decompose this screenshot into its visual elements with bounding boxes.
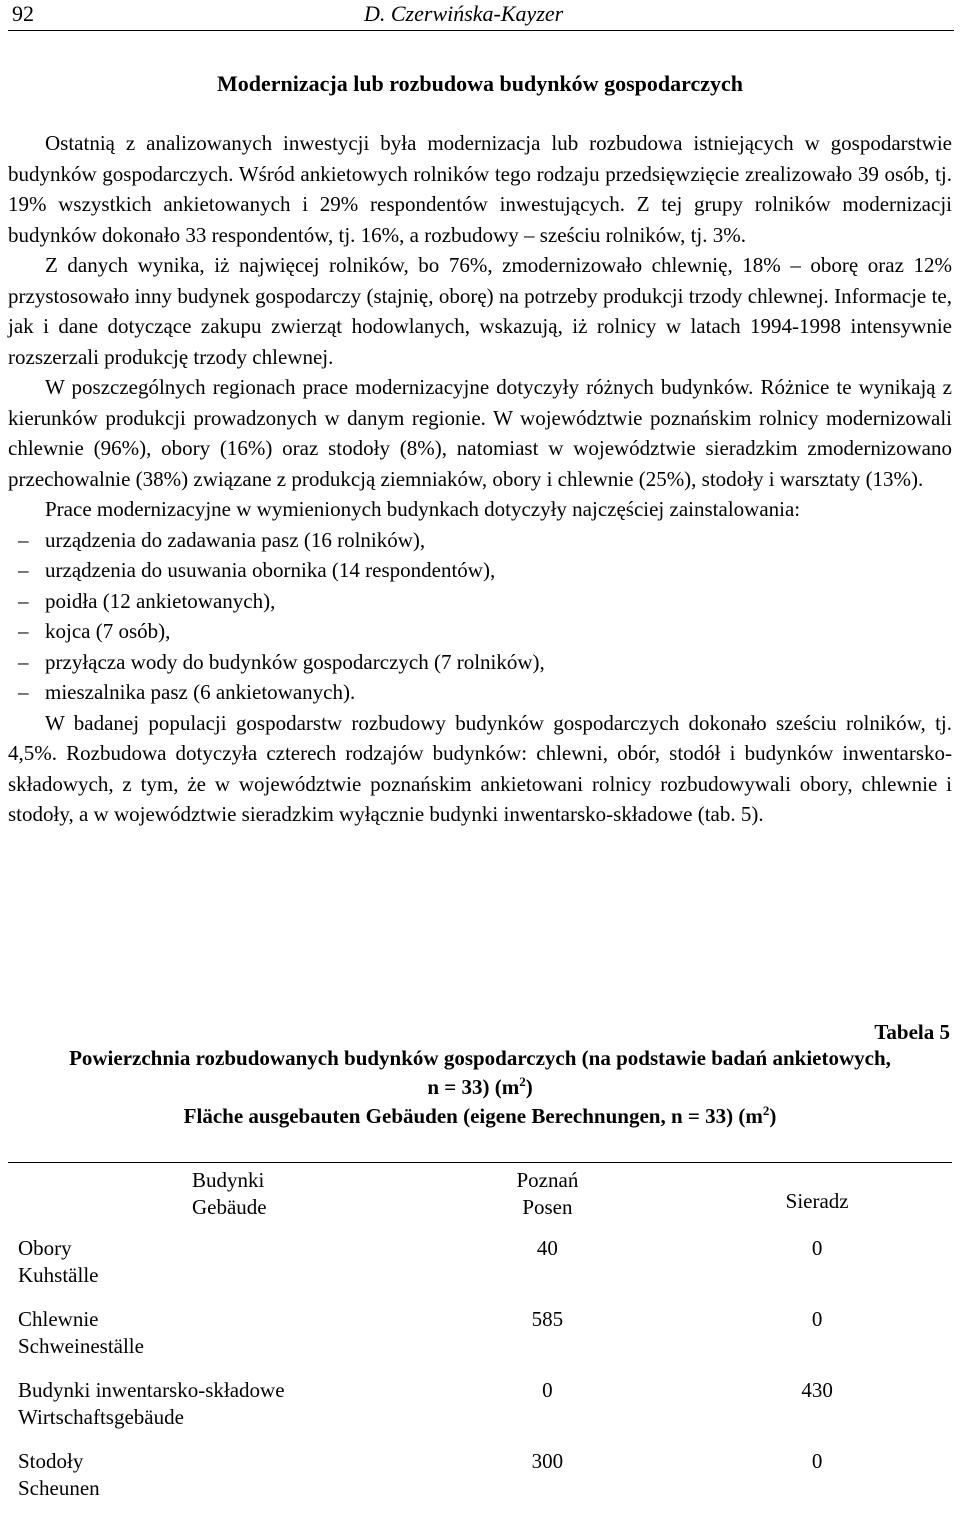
list-item-text: poidła (12 ankietowanych), [45, 588, 276, 613]
caption-polish-line1: Powierzchnia rozbudowanych budynków gospodarczych (na podstawie badań ankietowych, [69, 1046, 891, 1070]
table-number: Tabela 5 [874, 1020, 950, 1044]
list-item-text: kojca (7 osób), [45, 619, 171, 643]
list-item [8, 586, 952, 617]
list-item-text: urządzenia do zadawania pasz (16 rolników), [45, 527, 426, 552]
list-item [8, 616, 952, 647]
list-item [8, 525, 952, 556]
list-dash: – [18, 588, 29, 613]
list-dash: – [18, 619, 29, 643]
cell-poznan: 40 [536, 1236, 558, 1260]
page-number: 92 [12, 1, 34, 26]
paragraph: Ostatnią z analizowanych inwestycji była modernizacja lub rozbudowa istniejących w gospodarstwie budynków gospodarczych. Wśród ankietowych rolników tego rodzaju przedsięwzięcie zrealizowało 39 osób, tj. 19% wszystkich ankietowanych i 29% respondentów inwestujących. Z tej grupy rolników modernizacji budynków dokonało 33 respondentów, tj. 16%, a rozbudowy – sześciu rolników, tj. 3%. [8, 131, 952, 247]
row-label: Stodoły Scheunen [18, 1449, 100, 1500]
caption-polish-line2: n = 33) $(m^2)$ [427, 1074, 533, 1099]
cell-sieradz: 0 [811, 1236, 823, 1260]
row-label: Obory Kuhställe [18, 1236, 99, 1287]
list-item-text: przyłącza wody do budynków gospodarczych (7 rolników), [45, 649, 545, 674]
paragraph: Z danych wynika, iż najwięcej rolników, bo 76%, zmodernizowało chlewnię, 18% – oborę oraz 12% przystosowało inny budynek gospodarczy (stajnię, oborę) na potrzeby produkcji trzody chlewnej. Informacje te, jak i dane dotyczące zakupu zwierząt hodowlanych, wskazują, iż rolnicy w latach 1994-1998 intensywnie rozszerzali produkcję trzody chlewnej. [8, 253, 952, 369]
table-row [8, 1306, 952, 1377]
cell-poznan: 300 [531, 1449, 564, 1473]
table-row [8, 1377, 952, 1448]
list-item [8, 647, 952, 678]
page-header [8, 0, 954, 31]
table-row [8, 1235, 952, 1306]
list-item [8, 555, 952, 586]
list-dash: – [18, 558, 29, 582]
paragraph: W poszczególnych regionach prace modernizacyjne dotyczyły różnych budynków. Różnice te wynikają z kierunków produkcji prowadzonych w danym regionie. W województwie poznańskim rolnicy modernizowali chlewnie (96%), obory (16%) oraz stodoły (8%), natomiast w województwie sieradzkim zmodernizowano przechowalnie (38%) związane z produkcją ziemniaków, obory i chlewnie (25%), stodoły i warsztaty (13%). [8, 375, 952, 491]
list-item [8, 677, 952, 708]
running-head: D. Czerwińska-Kayzer [364, 1, 564, 26]
list-dash: – [18, 649, 29, 674]
row-label: Chlewnie Schweineställe [18, 1307, 144, 1358]
column-header-poznan: Poznań Posen [516, 1168, 579, 1219]
list-dash: – [18, 527, 29, 552]
cell-poznan: 0 [542, 1378, 553, 1402]
list-item-text: urządzenia do usuwania obornika (14 respondentów), [45, 558, 496, 582]
cell-sieradz: 0 [811, 1307, 823, 1331]
list-dash: – [18, 680, 29, 704]
cell-poznan: 585 [531, 1307, 564, 1331]
cell-sieradz: 430 [801, 1378, 833, 1402]
body-text [8, 128, 952, 830]
caption-german: Fläche ausgebauten Gebäuden (eigene Berechnungen, n = 33) $(m^2)$ [183, 1103, 777, 1128]
data-table [8, 1162, 952, 1519]
table-header-row [8, 1163, 952, 1236]
column-header-sieradz: Sieradz [785, 1188, 849, 1213]
paragraph: W badanej populacji gospodarstw rozbudowy budynków gospodarczych dokonało sześciu rolników, tj. 4,5%. Rozbudowa dotyczyła czterech rodzajów budynków: chlewni, obór, stodół i budynków inwentarsko-składowych, z tym, że w województwie poznańskim ankietowani rolnicy rozbudowywali obory, chlewnie i stodoły, a w województwie sieradzkim wyłącznie budynki inwentarsko-składowe (tab. 5). [8, 710, 952, 826]
list-item-text: mieszalnika pasz (6 ankietowanych). [45, 680, 356, 704]
installation-list [8, 525, 952, 708]
table-row [8, 1448, 952, 1519]
table-caption [0, 1044, 960, 1131]
column-header-buildings: Budynki Gebäude [192, 1168, 267, 1219]
cell-sieradz: 0 [811, 1449, 823, 1473]
section-title: Modernizacja lub rozbudowa budynków gospodarczych [216, 71, 744, 96]
row-label: Budynki inwentarsko-składowe Wirtschaftsgebäude [18, 1378, 285, 1429]
paragraph: Prace modernizacyjne w wymienionych budynkach dotyczyły najczęściej zainstalowania: [45, 497, 801, 521]
